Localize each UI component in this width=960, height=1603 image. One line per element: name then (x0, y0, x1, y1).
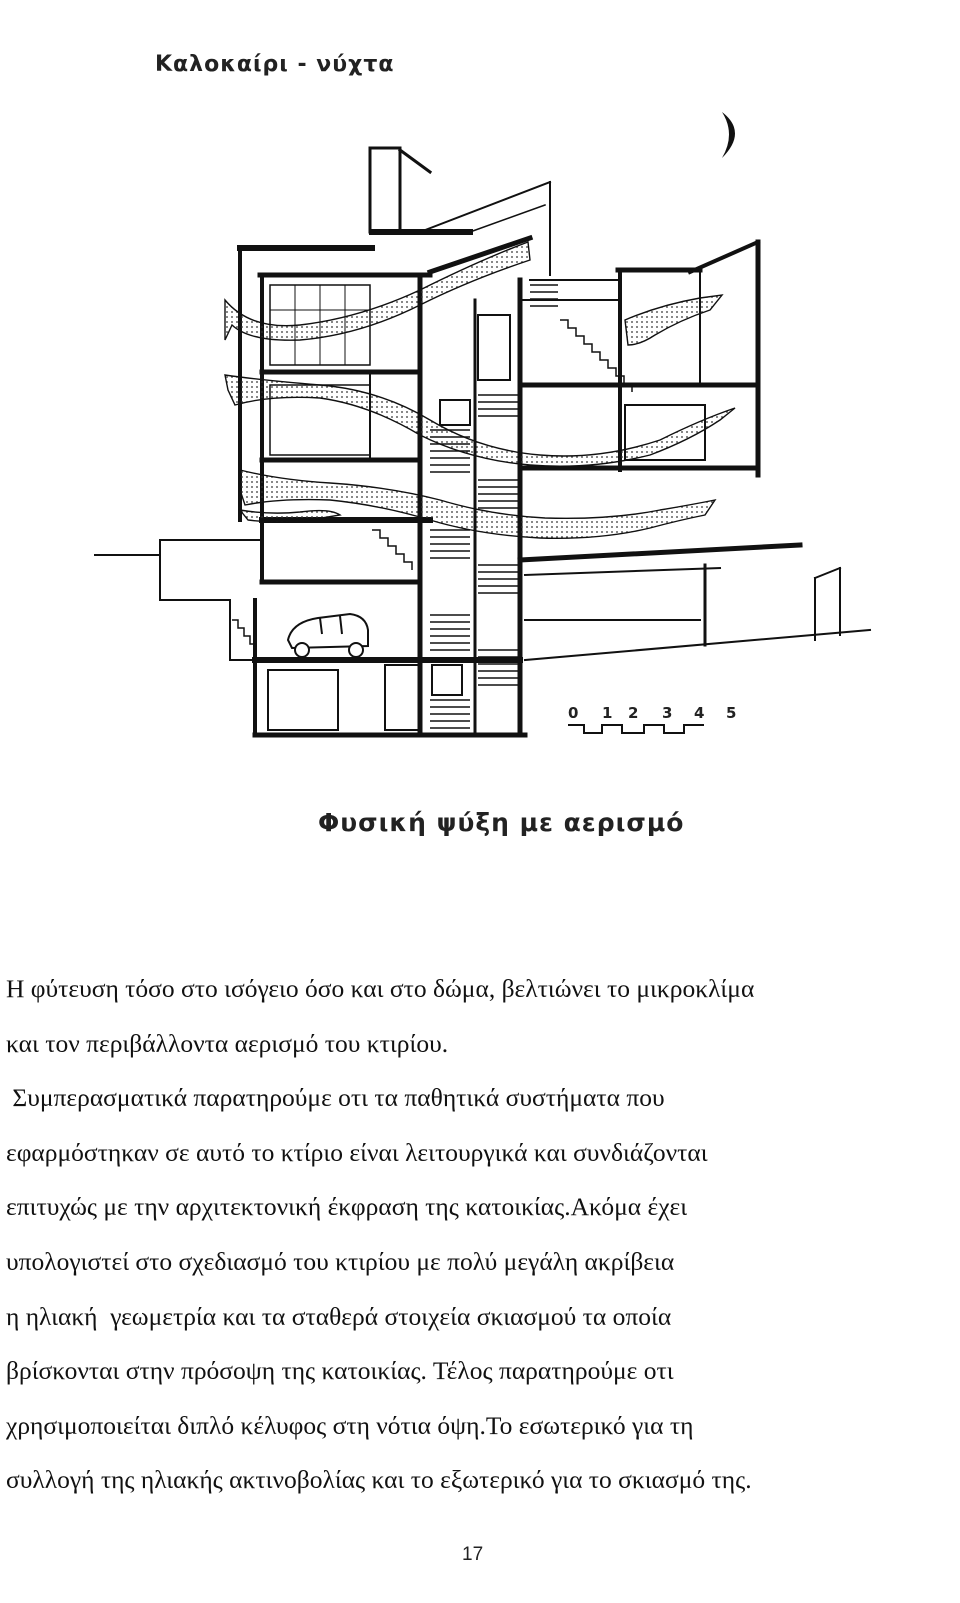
body-text (6, 962, 946, 1508)
scale-bar (568, 725, 704, 733)
airflow-arrow (225, 375, 735, 466)
text-line: συλλογή της ηλιακής ακτινοβολίας και το εξωτερικό για το σκιασμό της. (6, 1465, 752, 1495)
figure-caption: Φυσική ψύξη με αερισμό (318, 808, 685, 837)
text-line: Συμπερασματικά παρατηρούμε οτι τα παθητικά συστήματα που (6, 1083, 665, 1113)
airflow-arrow (625, 295, 722, 345)
text-line: βρίσκονται στην πρόσοψη της κατοικίας. Τέλος παρατηρούμε οτι (6, 1356, 674, 1386)
scale-label: 5 (726, 704, 737, 722)
text-line: εφαρμόστηκαν σε αυτό το κτίριο είναι λειτουργικά και συνδιάζονται (6, 1137, 708, 1167)
scale-label: 2 (628, 704, 639, 722)
text-line: χρησιμοποιείται διπλό κέλυφος στη νότια όψη.Το εσωτερικό για τη (6, 1410, 694, 1440)
scale-label: 0 (568, 704, 579, 722)
figure-title: Καλοκαίρι - νύχτα (155, 52, 395, 77)
airflow-arrow (240, 470, 715, 538)
text-line: Η φύτευση τόσο στο ισόγειο όσο και στο δώμα, βελτιώνει το μικροκλίμα (6, 974, 755, 1003)
car-icon (288, 614, 368, 657)
scale-label: 4 (694, 704, 705, 722)
page-number: 17 (462, 1544, 484, 1565)
text-line: και τον περιβάλλοντα αερισμό του κτιρίου. (6, 1028, 449, 1058)
text-line: υπολογιστεί στο σχεδιασμό του κτιρίου με πολύ μεγάλη ακρίβεια (6, 1246, 675, 1276)
text-line: επιτυχώς με την αρχιτεκτονική έκφραση της κατοικίας.Ακόμα έχει (6, 1192, 688, 1222)
scale-label: 1 (602, 704, 613, 722)
moon-icon (722, 112, 735, 158)
text-line: η ηλιακή γεωμετρία και τα σταθερά στοιχεία σκιασμού τα οποία (6, 1301, 672, 1331)
scale-label: 3 (662, 704, 673, 722)
